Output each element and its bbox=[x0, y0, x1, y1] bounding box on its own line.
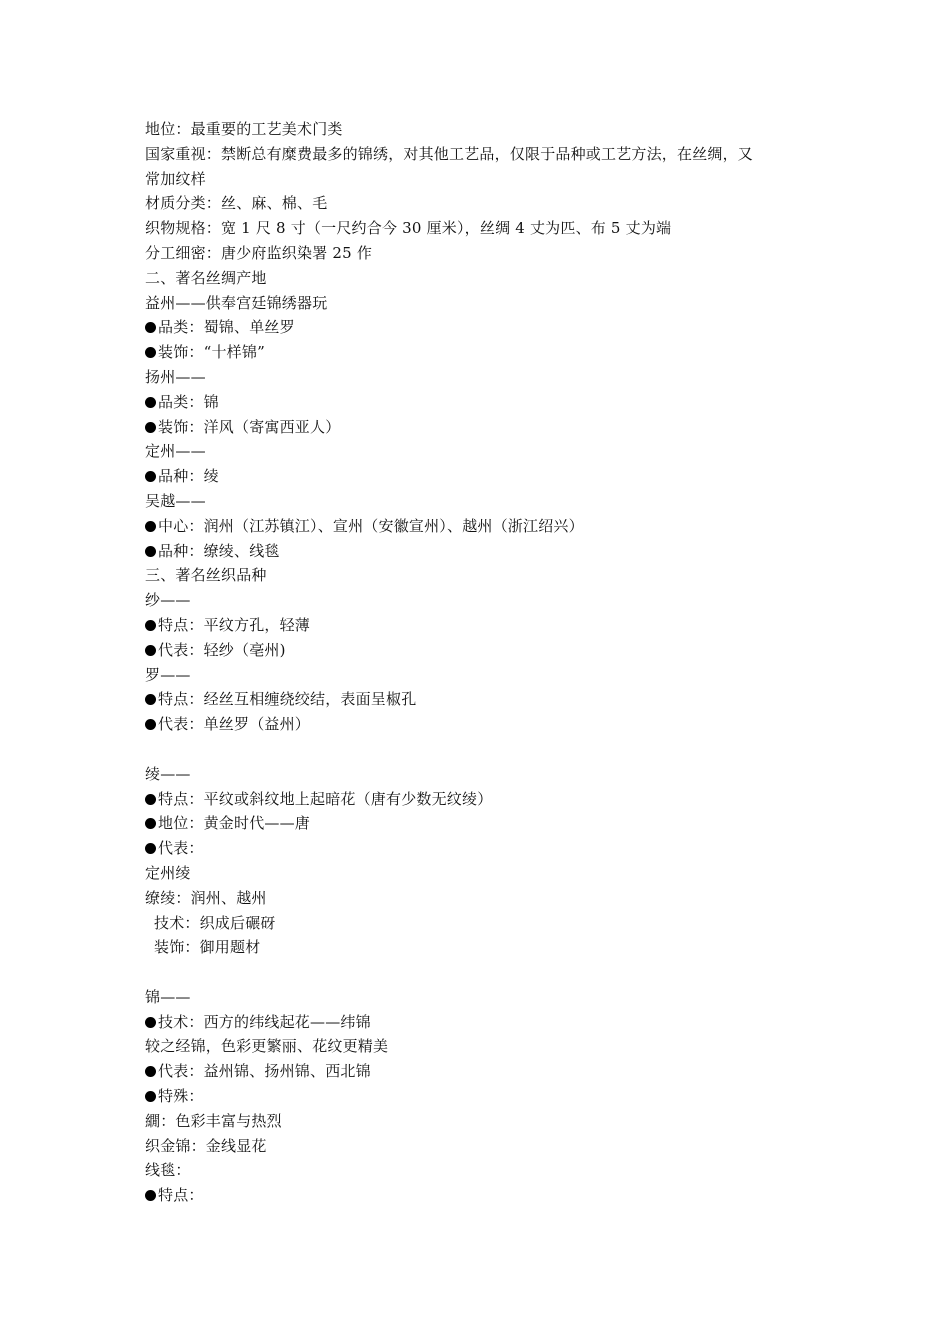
line-text: 繝：色彩丰富与热烈 bbox=[145, 1111, 282, 1130]
line-text: 织金锦：金线显花 bbox=[145, 1136, 267, 1155]
bullet-item bbox=[145, 712, 825, 737]
text-line bbox=[145, 1158, 825, 1183]
bullet-dot-icon bbox=[145, 521, 156, 532]
line-text: 地位：最重要的工艺美术门类 bbox=[145, 120, 343, 138]
bullet-dot-icon bbox=[145, 1017, 156, 1028]
line-text: 益州——供奉宫廷锦绣器玩 bbox=[145, 293, 328, 312]
line-text: 常加纹样 bbox=[145, 169, 206, 188]
line-text: 纱—— bbox=[145, 591, 191, 610]
line-text: 代表： bbox=[158, 839, 204, 858]
line-text: 技术：织成后碾砑 bbox=[154, 913, 276, 932]
line-text: 扬州—— bbox=[145, 367, 206, 386]
bullet-dot-icon bbox=[145, 1091, 156, 1102]
bullet-dot-icon bbox=[145, 471, 156, 482]
line-text: 代表：益州锦、扬州锦、西北锦 bbox=[158, 1062, 371, 1081]
line-text: 吴越—— bbox=[145, 491, 206, 510]
line-text: 品种：缭绫、线毯 bbox=[158, 541, 280, 560]
bullet-item bbox=[145, 1010, 825, 1035]
line-text: 代表：轻纱（亳州) bbox=[158, 640, 286, 659]
text-line bbox=[145, 1034, 825, 1059]
bullet-dot-icon bbox=[145, 347, 156, 358]
text-line bbox=[145, 489, 825, 514]
bullet-item bbox=[145, 687, 825, 712]
line-text: 品种：绫 bbox=[158, 467, 219, 486]
text-line bbox=[145, 911, 825, 936]
bullet-item bbox=[145, 315, 825, 340]
bullet-item bbox=[145, 1059, 825, 1084]
text-line bbox=[145, 241, 825, 266]
bullet-dot-icon bbox=[145, 397, 156, 408]
bullet-item bbox=[145, 787, 825, 812]
line-text: 特点：平纹方孔，轻薄 bbox=[158, 615, 311, 634]
text-line bbox=[145, 1109, 825, 1134]
blank-line bbox=[145, 737, 825, 762]
text-line bbox=[145, 588, 825, 613]
bullet-dot-icon bbox=[145, 694, 156, 705]
bullet-dot-icon bbox=[145, 719, 156, 730]
bullet-dot-icon bbox=[145, 422, 156, 433]
line-text: 锦—— bbox=[145, 987, 191, 1006]
line-text: 绫—— bbox=[145, 764, 191, 783]
line-text: 技术：西方的纬线起花——纬锦 bbox=[158, 1012, 371, 1031]
bullet-dot-icon bbox=[145, 1066, 156, 1077]
line-text: 特点： bbox=[158, 1186, 204, 1205]
text-line bbox=[145, 1134, 825, 1159]
line-text: 罗—— bbox=[145, 665, 191, 684]
line-text: 中心：润州（江苏镇江）、宣州（安徽宣州）、越州（浙江绍兴） bbox=[158, 516, 584, 535]
text-line bbox=[145, 985, 825, 1010]
text-line bbox=[145, 365, 825, 390]
line-text: 特点：平纹或斜纹地上起暗花（唐有少数无纹绫） bbox=[158, 789, 493, 808]
bullet-dot-icon bbox=[145, 818, 156, 829]
bullet-item bbox=[145, 836, 825, 861]
line-text: 装饰：“十样锦” bbox=[158, 343, 265, 362]
text-line bbox=[145, 291, 825, 316]
text-line bbox=[145, 663, 825, 688]
line-text: 较之经锦，色彩更繁丽、花纹更精美 bbox=[145, 1037, 389, 1056]
line-text: 分工细密：唐少府监织染署 25 作 bbox=[145, 243, 373, 262]
line-text: 国家重视：禁断总有糜费最多的锦绣，对其他工艺品，仅限于品种或工艺方法，在丝绸，又 bbox=[145, 144, 754, 163]
bullet-dot-icon bbox=[145, 620, 156, 631]
bullet-item bbox=[145, 415, 825, 440]
bullet-item bbox=[145, 464, 825, 489]
line-text: 二、著名丝绸产地 bbox=[145, 268, 267, 287]
bullet-item bbox=[145, 1084, 825, 1109]
line-text: 特殊： bbox=[158, 1087, 204, 1106]
line-text: 定州—— bbox=[145, 442, 206, 461]
bullet-item bbox=[145, 1183, 825, 1208]
line-text: 代表：单丝罗（益州） bbox=[158, 715, 311, 734]
bullet-dot-icon bbox=[145, 322, 156, 333]
bullet-dot-icon bbox=[145, 645, 156, 656]
bullet-dot-icon bbox=[145, 843, 156, 854]
text-line bbox=[145, 861, 825, 886]
line-text: 三、著名丝织品种 bbox=[145, 566, 267, 585]
bullet-item bbox=[145, 514, 825, 539]
text-line bbox=[145, 886, 825, 911]
text-line bbox=[145, 762, 825, 787]
text-line bbox=[145, 117, 825, 142]
line-text: 装饰：洋风（寄寓西亚人） bbox=[158, 417, 341, 436]
text-line bbox=[145, 216, 825, 241]
line-text: 地位：黄金时代——唐 bbox=[158, 814, 311, 833]
bullet-item bbox=[145, 390, 825, 415]
line-text: 织物规格：宽 1 尺 8 寸（一尺约合今 30 厘米），丝绸 4 丈为匹、布 5 丈为端 bbox=[145, 219, 672, 238]
bullet-dot-icon bbox=[145, 546, 156, 557]
line-text: 线毯： bbox=[145, 1161, 191, 1180]
text-line bbox=[145, 935, 825, 960]
text-line bbox=[145, 191, 825, 216]
text-line bbox=[145, 142, 825, 167]
line-text: 缭绫：润州、越州 bbox=[145, 888, 267, 907]
bullet-item bbox=[145, 539, 825, 564]
text-line bbox=[145, 167, 825, 192]
line-text: 定州绫 bbox=[145, 863, 191, 882]
document-body bbox=[145, 117, 825, 1208]
line-text: 装饰：御用题材 bbox=[154, 938, 261, 957]
line-text: 特点：经丝互相缠绕绞结，表面呈椒孔 bbox=[158, 690, 417, 709]
bullet-item bbox=[145, 613, 825, 638]
text-line bbox=[145, 563, 825, 588]
line-text: 品类：蜀锦、单丝罗 bbox=[158, 318, 295, 337]
bullet-item bbox=[145, 811, 825, 836]
line-text: 材质分类：丝、麻、棉、毛 bbox=[145, 194, 328, 213]
bullet-dot-icon bbox=[145, 794, 156, 805]
line-text: 品类：锦 bbox=[158, 392, 219, 411]
blank-line bbox=[145, 960, 825, 985]
text-line bbox=[145, 266, 825, 291]
bullet-item bbox=[145, 638, 825, 663]
text-line bbox=[145, 439, 825, 464]
bullet-dot-icon bbox=[145, 1190, 156, 1201]
bullet-item bbox=[145, 340, 825, 365]
